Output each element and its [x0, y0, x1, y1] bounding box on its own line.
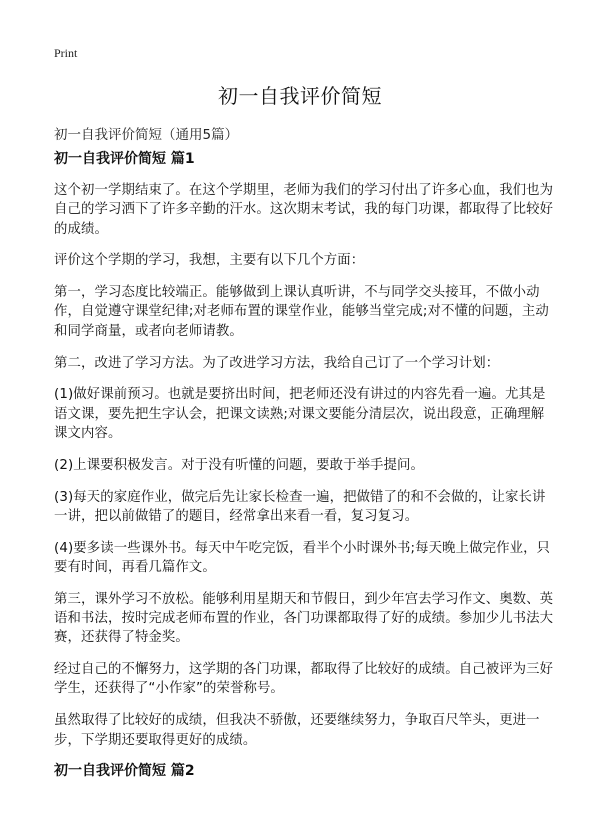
paragraph: 虽然取得了比较好的成绩，但我决不骄傲，还要继续努力，争取百尺竿头，更进一步，下学期还要取得更好的成绩。 [54, 713, 540, 748]
page-title: 初一自我评价简短 [218, 84, 382, 108]
section-heading-2: 初一自我评价简短 篇2 [54, 763, 195, 780]
print-label: Print [54, 46, 78, 60]
document-subtitle: 初一自我评价简短（通用5篇） [54, 127, 239, 143]
paragraph: 第一，学习态度比较端正。能够做到上课认真听讲，不与同学交头接耳，不做小动作，自觉遵守课堂纪律;对老师布置的课堂作业，能够当堂完成;对不懂的问题，主动和同学商量，或者向老师请教。 [54, 285, 549, 339]
paragraph: (4)要多读一些课外书。每天中午吃完饭，看半个小时课外书;每天晚上做完作业，只要有时间，再看几篇作文。 [54, 540, 551, 575]
paragraph: (3)每天的家庭作业，做完后先让家长检查一遍，把做错了的和不会做的，让家长讲一讲，把以前做错了的题目，经常拿出来看一看，复习复习。 [54, 489, 546, 524]
paragraph: (1)做好课前预习。也就是要挤出时间，把老师还没有讲过的内容先看一遍。尤其是语文课，要先把生字认会，把课文读熟;对课文要能分清层次，说出段意，正确理解课文内容。 [54, 387, 546, 441]
paragraph: 评价这个学期的学习，我想，主要有以下几个方面： [54, 253, 365, 269]
paragraph: 第三，课外学习不放松。能够利用星期天和节假日，到少年宫去学习作文、奥数、英语和书法，按时完成老师布置的作业，各门功课都取得了好的成绩。参加少儿书法大赛，还获得了特金奖。 [54, 591, 554, 646]
paragraph: (2)上课要积极发言。对于没有听懂的问题，要敢于举手提问。 [54, 457, 425, 473]
paragraph: 经过自己的不懈努力，这学期的各门功课，都取得了比较好的成绩。自己被评为三好学生，还获得了“小作家”的荣誉称号。 [54, 662, 554, 697]
section-heading-1: 初一自我评价简短 篇1 [54, 151, 195, 167]
paragraph: 这个初一学期结束了。在这个学期里，老师为我们的学习付出了许多心血，我们也为自己的学习洒下了许多辛勤的汗水。这次期末考试，我的每门功课，都取得了比较好的成绩。 [54, 183, 554, 237]
paragraph: 第二，改进了学习方法。为了改进学习方法，我给自己订了一个学习计划： [54, 355, 500, 371]
document-body [54, 150, 554, 793]
